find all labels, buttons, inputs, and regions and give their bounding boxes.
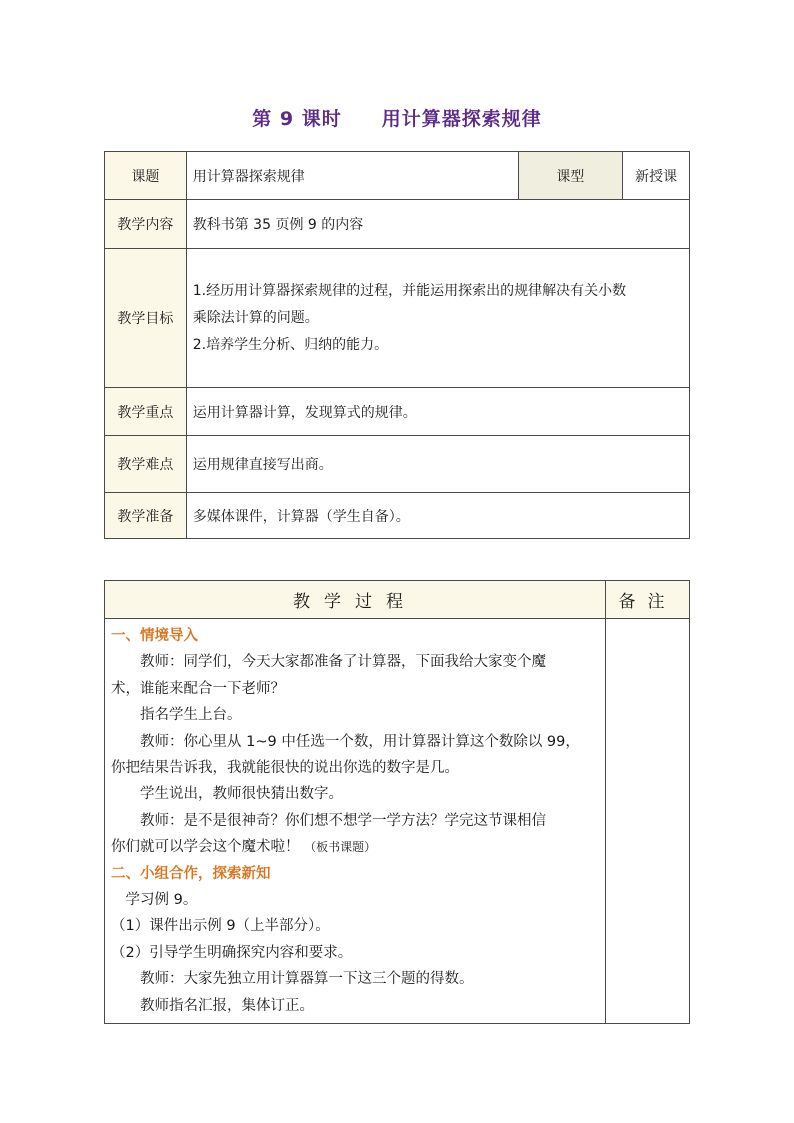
teaching-process-table	[104, 580, 690, 1024]
lesson-number: 第 9 课时	[252, 108, 342, 130]
difficulty-label: 教学难点	[105, 436, 187, 493]
notes-column	[606, 619, 690, 1024]
type-label: 课型	[518, 152, 623, 200]
section-heading: 二、小组合作，探索新知	[111, 865, 271, 882]
process-header-row	[105, 581, 690, 619]
paragraph: 学生说出，教师很快猜出数字。	[140, 786, 343, 803]
paragraph: 教师指名汇报，集体订正。	[140, 997, 314, 1014]
goal-value	[186, 249, 689, 388]
paragraph: 教师：是不是很神奇？你们想不想学一学方法？学完这节课相信	[140, 812, 546, 829]
topic-label: 课题	[105, 152, 187, 200]
paragraph	[111, 834, 595, 860]
section-heading: 一、情境导入	[111, 628, 198, 644]
process-content	[105, 619, 606, 1024]
lesson-title	[0, 104, 794, 131]
goal-label: 教学目标	[105, 249, 187, 388]
difficulty-row	[105, 436, 690, 493]
key-row	[105, 388, 690, 436]
board-note: （板书课题）	[304, 840, 377, 855]
difficulty-value: 运用规律直接写出商。	[186, 436, 689, 493]
process-body-row	[105, 619, 690, 1024]
prep-value: 多媒体课件，计算器（学生自备）。	[186, 493, 689, 539]
paragraph: 教师：同学们，今天大家都准备了计算器，下面我给大家变个魔	[140, 654, 546, 671]
paragraph: 你把结果告诉我，我就能很快的说出你选的数字是几。	[111, 760, 459, 777]
notes-header: 备注	[606, 581, 690, 619]
goal-line: 2.培养学生分析、归纳的能力。	[192, 336, 389, 353]
goal-line: 乘除法计算的问题。	[192, 309, 319, 326]
paragraph: 学习例 9。	[125, 892, 198, 909]
lesson-topic: 用计算器探索规律	[381, 108, 542, 130]
lesson-info-table	[104, 151, 690, 539]
process-header: 教学过程	[105, 581, 606, 619]
paragraph: 指名学生上台。	[140, 707, 242, 724]
topic-value: 用计算器探索规律	[186, 152, 518, 200]
key-label: 教学重点	[105, 388, 187, 436]
paragraph: 教师：你心里从 1~9 中任选一个数，用计算器计算这个数除以 99，	[140, 733, 580, 750]
paragraph: （1）课件出示例 9（上半部分）。	[111, 918, 330, 935]
paragraph-text: 你们就可以学会这个魔术啦！	[111, 839, 300, 856]
paragraph: 教师：大家先独立用计算器算一下这三个题的得数。	[140, 971, 474, 988]
content-row	[105, 200, 690, 249]
prep-row	[105, 493, 690, 539]
key-value: 运用计算器计算，发现算式的规律。	[186, 388, 689, 436]
paragraph: （2）引导学生明确探究内容和要求。	[111, 944, 353, 961]
goal-row	[105, 249, 690, 388]
content-label: 教学内容	[105, 200, 187, 249]
content-value: 教科书第 35 页例 9 的内容	[186, 200, 689, 249]
type-value: 新授课	[623, 152, 690, 200]
paragraph: 术，谁能来配合一下老师？	[111, 680, 285, 697]
topic-row	[105, 152, 690, 200]
goal-line: 1.经历用计算器探索规律的过程，并能运用探索出的规律解决有关小数	[192, 282, 627, 299]
prep-label: 教学准备	[105, 493, 187, 539]
